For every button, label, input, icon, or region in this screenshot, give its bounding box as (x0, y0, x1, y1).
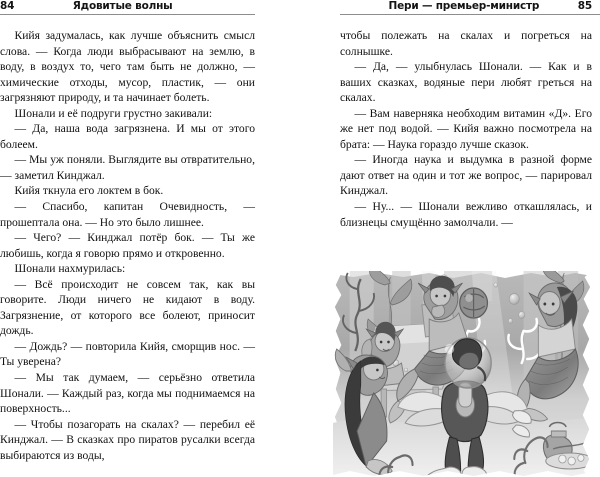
floating-orb (460, 288, 488, 318)
left-head-rule (0, 14, 255, 15)
left-running-head (0, 0, 255, 19)
underwater-scene-illustration (333, 271, 592, 477)
paragraph: — Чего? — Кинджал потёр бок. — Ты же любишь, когда я говорю прямо и откровенно. (0, 231, 255, 260)
paragraph: — Чтобы позагорать на скалах? — перебил её Кинджал. — В сказках про пиратов русалки всегда выбираются из воды, (0, 417, 255, 462)
paragraph: — Всё происходит не совсем так, как вы говорите. Люди ничего не кидают в воду. Загрязнение, от которого все болеют, приносит дождь. (0, 277, 255, 338)
paragraph: — Дождь? — повторила Кийя, сморщив нос. — Ты уверена? (0, 339, 255, 369)
right-folio: 85 (577, 0, 592, 12)
paragraph: — Ну... — Шонали вежливо откашлялась, и близнецы смущённо замолчали. — (340, 200, 592, 229)
paragraph: — Мы так думаем, — серьёзно ответила Шонали. — Каждый раз, когда мы поднимаемся на поверхность... (0, 371, 255, 416)
right-head-rule (340, 14, 600, 15)
paragraph: чтобы полежать на скалах и погреться на солнышке. (340, 29, 592, 58)
right-running-head-title: Пери — премьер-министр (388, 0, 540, 12)
right-page (300, 0, 600, 477)
illustration-artwork (333, 271, 592, 477)
paragraph: — Мы уж поняли. Выглядите вы отвратительно, — заметил Кинджал. (0, 153, 255, 182)
paragraph: Шонали и её подруги грустно закивали: (14, 106, 213, 120)
right-running-head (340, 0, 592, 19)
illustration-figure (333, 271, 592, 477)
paragraph: Кийя ткнула его локтем в бок. (14, 184, 164, 198)
right-body-text (340, 28, 592, 230)
paragraph: — Спасибо, капитан Очевидность, — прошептала она. — Но это было лишнее. (0, 200, 255, 229)
paragraph: — Вам наверняка необходим витамин «Д». Его же нет под водой. — Кийя важно посмотрела на брата: — Наука гораздо лучше сказок. (340, 106, 592, 151)
paragraph: Кийя задумалась, как лучше объяснить смысл слова. — Когда люди выбрасывают на землю, в воду, в воздух то, чего там быть не должно, — химические отходы, мусор, пластик, — они загрязняют природу, и та начинает болеть. (0, 29, 255, 105)
left-folio: 84 (0, 0, 15, 12)
paragraph: — Да, — улыбнулась Шонали. — Как и в ваших сказках, водяные пери любят греться на скалах. (340, 60, 592, 105)
left-running-head-title: Ядовитые волны (72, 0, 173, 12)
paragraph: Шонали нахмурилась: (14, 262, 126, 276)
paragraph: — Иногда наука и выдумка в разной форме дают ответ на один и тот же вопрос, — парировал Кинджал. (340, 153, 592, 198)
left-body-text (0, 28, 255, 463)
paragraph: — Да, наша вода загрязнена. И мы от этого болеем. (0, 122, 255, 151)
